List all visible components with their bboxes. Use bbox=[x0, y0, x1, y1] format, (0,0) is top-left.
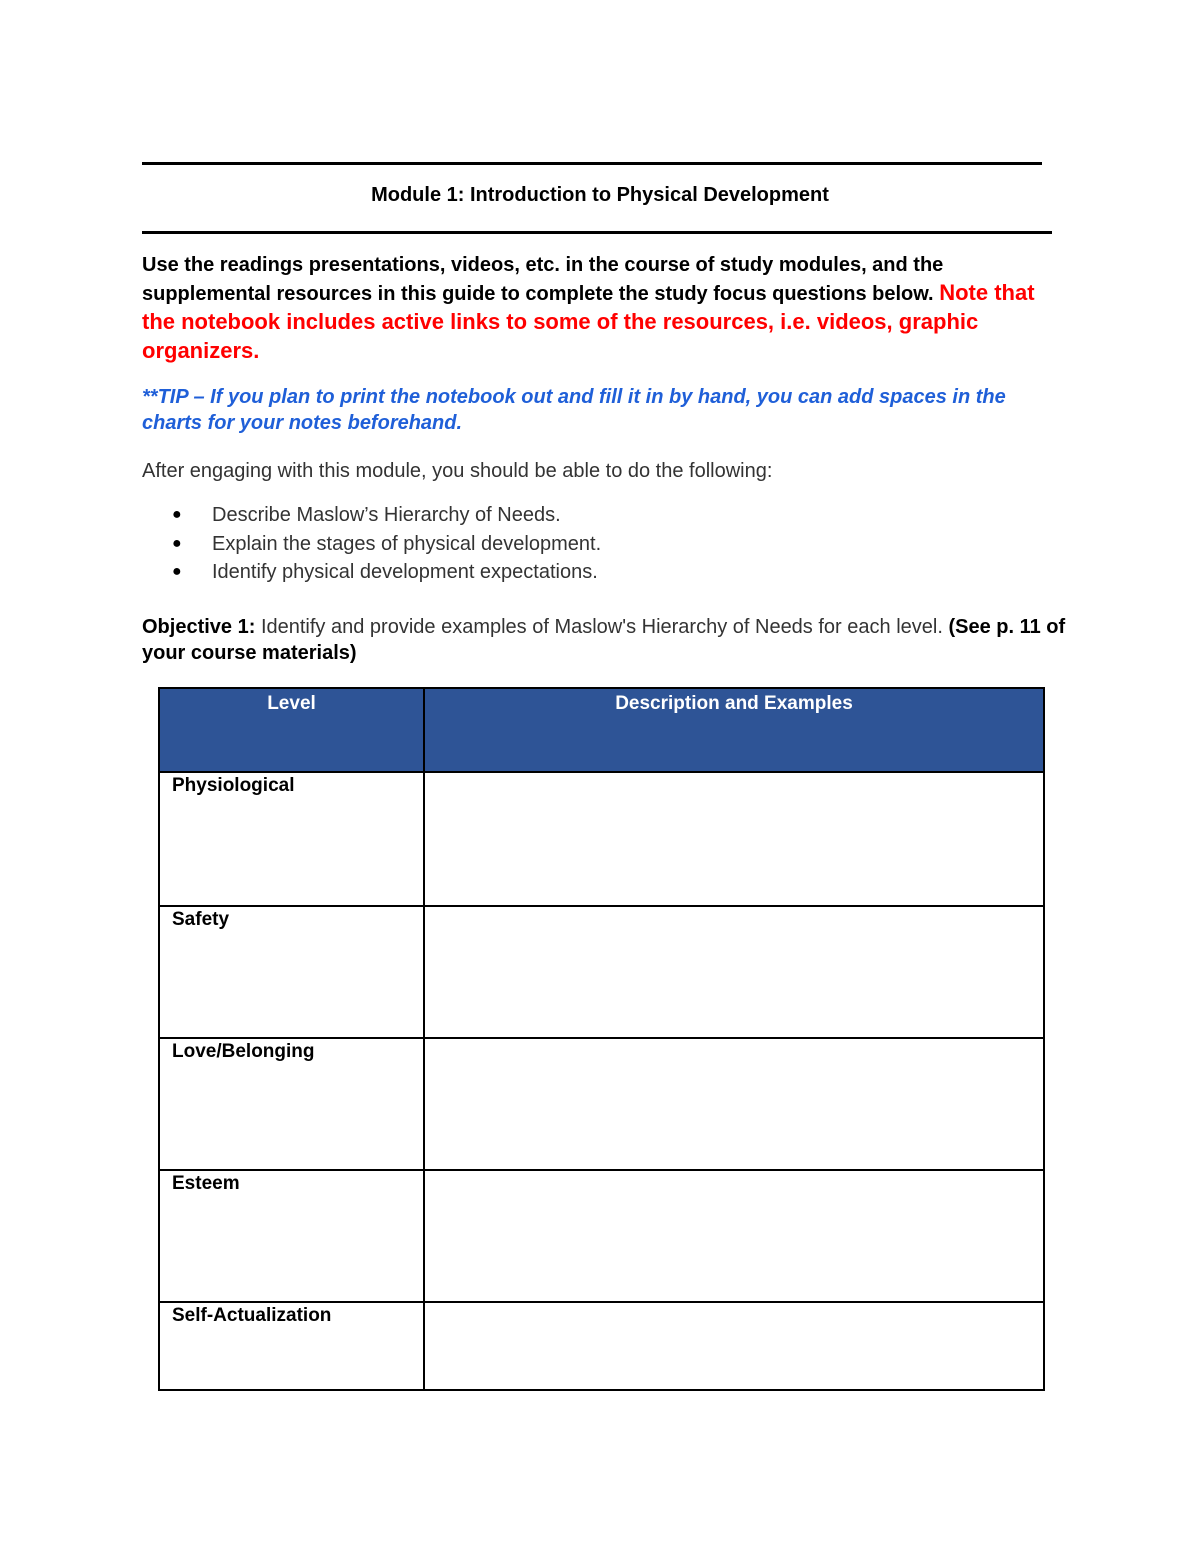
objective-text: Identify and provide examples of Maslow's Hierarchy of Needs for each level. bbox=[260, 616, 943, 638]
module-title: Module 1: Introduction to Physical Development bbox=[371, 184, 829, 206]
column-header-level: Level bbox=[159, 688, 424, 772]
intro-paragraph bbox=[142, 252, 1072, 366]
description-cell[interactable] bbox=[424, 906, 1044, 1038]
level-cell: Physiological bbox=[159, 772, 424, 906]
level-cell: Esteem bbox=[159, 1170, 424, 1302]
table-row bbox=[159, 772, 1044, 906]
description-cell[interactable] bbox=[424, 772, 1044, 906]
column-header-description: Description and Examples bbox=[424, 688, 1044, 772]
description-cell[interactable] bbox=[424, 1170, 1044, 1302]
top-divider bbox=[142, 162, 1042, 165]
table-row bbox=[159, 1038, 1044, 1170]
intro-instructions: Use the readings presentations, videos, etc. in the course of study modules, and the supplemental resources in this guide to complete the study focus questions below. bbox=[142, 254, 944, 305]
bottom-divider bbox=[142, 231, 1052, 234]
level-cell: Safety bbox=[159, 906, 424, 1038]
bullet-icon: ● bbox=[172, 506, 182, 523]
table-row bbox=[159, 1302, 1044, 1390]
learning-goals-intro: After engaging with this module, you should be able to do the following: bbox=[142, 460, 773, 482]
level-cell: Self-Actualization bbox=[159, 1302, 424, 1390]
table-row bbox=[159, 1170, 1044, 1302]
objective-paragraph bbox=[142, 614, 1072, 666]
bullet-icon: ● bbox=[172, 534, 182, 552]
objective-reference: (See p. 11 of your course materials) bbox=[142, 616, 1066, 664]
objective-label: Objective 1: bbox=[142, 616, 256, 638]
intro-note: Note that the notebook includes active links to some of the resources, i.e. videos, graphic organizers. bbox=[142, 280, 1035, 363]
table-header-row bbox=[159, 688, 1044, 772]
maslow-needs-table bbox=[158, 687, 1045, 1391]
description-cell[interactable] bbox=[424, 1038, 1044, 1170]
description-cell[interactable] bbox=[424, 1302, 1044, 1390]
level-cell: Love/Belonging bbox=[159, 1038, 424, 1170]
table-row bbox=[159, 906, 1044, 1038]
tip-paragraph: **TIP – If you plan to print the notebook out and fill it in by hand, you can add spaces in the charts for your notes beforehand. bbox=[142, 386, 1006, 434]
bullet-icon: ● bbox=[172, 563, 182, 580]
